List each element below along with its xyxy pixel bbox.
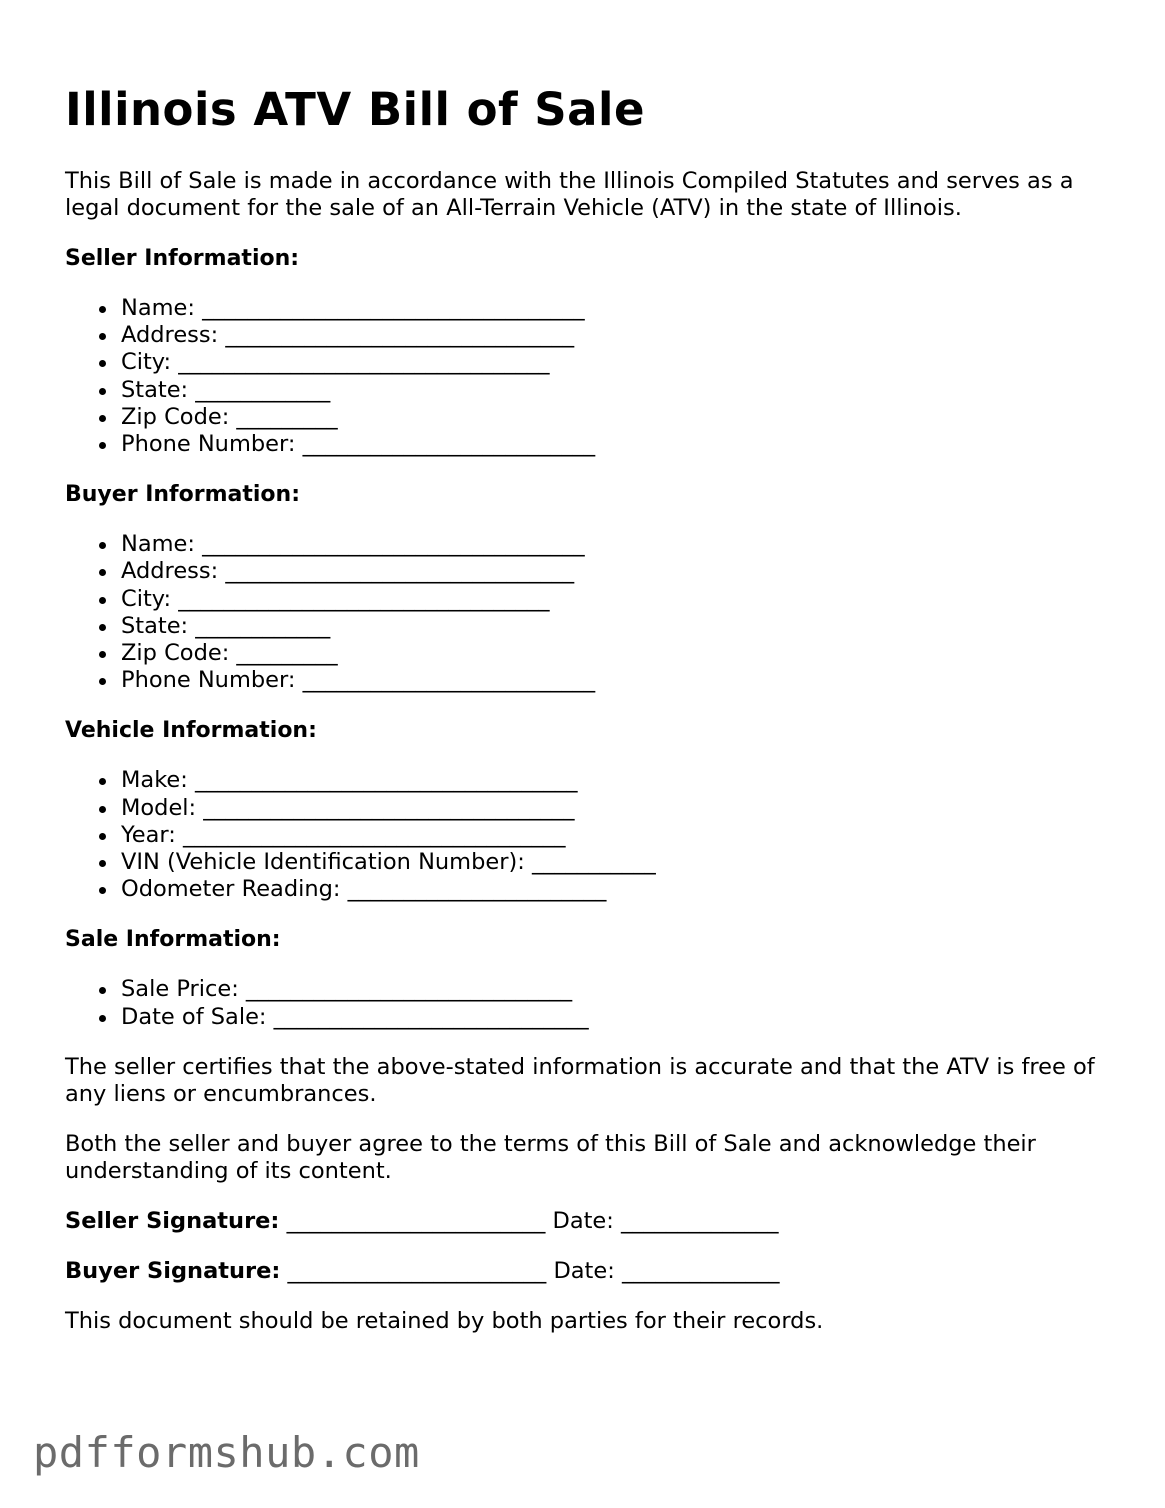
seller-signature-row[interactable] (65, 1208, 1105, 1235)
seller-info-list (65, 295, 1105, 458)
seller-name-field[interactable]: Name: __________________________________ (121, 295, 1105, 322)
buyer-phone-field[interactable]: Phone Number: __________________________ (121, 667, 1105, 694)
sale-info-heading: Sale Information: (65, 927, 281, 953)
sale-price-field[interactable]: Sale Price: _____________________________ (121, 976, 1105, 1003)
buyer-zip-field[interactable]: Zip Code: _________ (121, 640, 1105, 667)
seller-signature-line[interactable]: _______________________ Date: ______________ (279, 1207, 779, 1234)
buyer-name-field[interactable]: Name: __________________________________ (121, 531, 1105, 558)
vehicle-info-heading: Vehicle Information: (65, 718, 317, 744)
seller-state-field[interactable]: State: ____________ (121, 377, 1105, 404)
buyer-signature-row[interactable] (65, 1258, 1105, 1285)
intro-paragraph: This Bill of Sale is made in accordance with the Illinois Compiled Statutes and serves as a legal document for the sale of an All-Terrain Vehicle (ATV) in the state of Illinois. (65, 168, 1074, 221)
buyer-signature-label: Buyer Signature: (65, 1257, 281, 1284)
buyer-state-field[interactable]: State: ____________ (121, 613, 1105, 640)
sale-info-list (65, 976, 1105, 1030)
vehicle-vin-field[interactable]: VIN (Vehicle Identification Number): ___________ (121, 849, 1105, 876)
vehicle-make-field[interactable]: Make: __________________________________ (121, 767, 1105, 794)
buyer-city-field[interactable]: City: _________________________________ (121, 586, 1105, 613)
seller-zip-field[interactable]: Zip Code: _________ (121, 404, 1105, 431)
seller-phone-field[interactable]: Phone Number: __________________________ (121, 431, 1105, 458)
seller-info-heading: Seller Information: (65, 246, 300, 271)
document-title: Illinois ATV Bill of Sale (65, 83, 645, 136)
buyer-info-list (65, 531, 1105, 694)
seller-address-field[interactable]: Address: _______________________________ (121, 322, 1105, 349)
watermark-logo: pdfformshub.com (33, 1428, 420, 1477)
vehicle-year-field[interactable]: Year: __________________________________ (121, 822, 1105, 849)
agreement-paragraph: Both the seller and buyer agree to the terms of this Bill of Sale and acknowledge their understanding of its content. (65, 1130, 1036, 1184)
document-page (65, 78, 1105, 1335)
buyer-info-heading: Buyer Information: (65, 482, 300, 508)
vehicle-info-list (65, 767, 1105, 903)
vehicle-model-field[interactable]: Model: _________________________________ (121, 795, 1105, 822)
buyer-signature-line[interactable]: _______________________ Date: ______________ (280, 1257, 780, 1284)
seller-signature-label: Seller Signature: (65, 1207, 280, 1234)
sale-date-field[interactable]: Date of Sale: ____________________________ (121, 1004, 1105, 1031)
vehicle-odometer-field[interactable]: Odometer Reading: _______________________ (121, 876, 1105, 903)
retention-note: This document should be retained by both parties for their records. (65, 1307, 824, 1334)
seller-city-field[interactable]: City: _________________________________ (121, 349, 1105, 376)
certification-paragraph: The seller certifies that the above-stated information is accurate and that the ATV is free of any liens or encumbrances. (65, 1053, 1095, 1107)
buyer-address-field[interactable]: Address: _______________________________ (121, 558, 1105, 585)
